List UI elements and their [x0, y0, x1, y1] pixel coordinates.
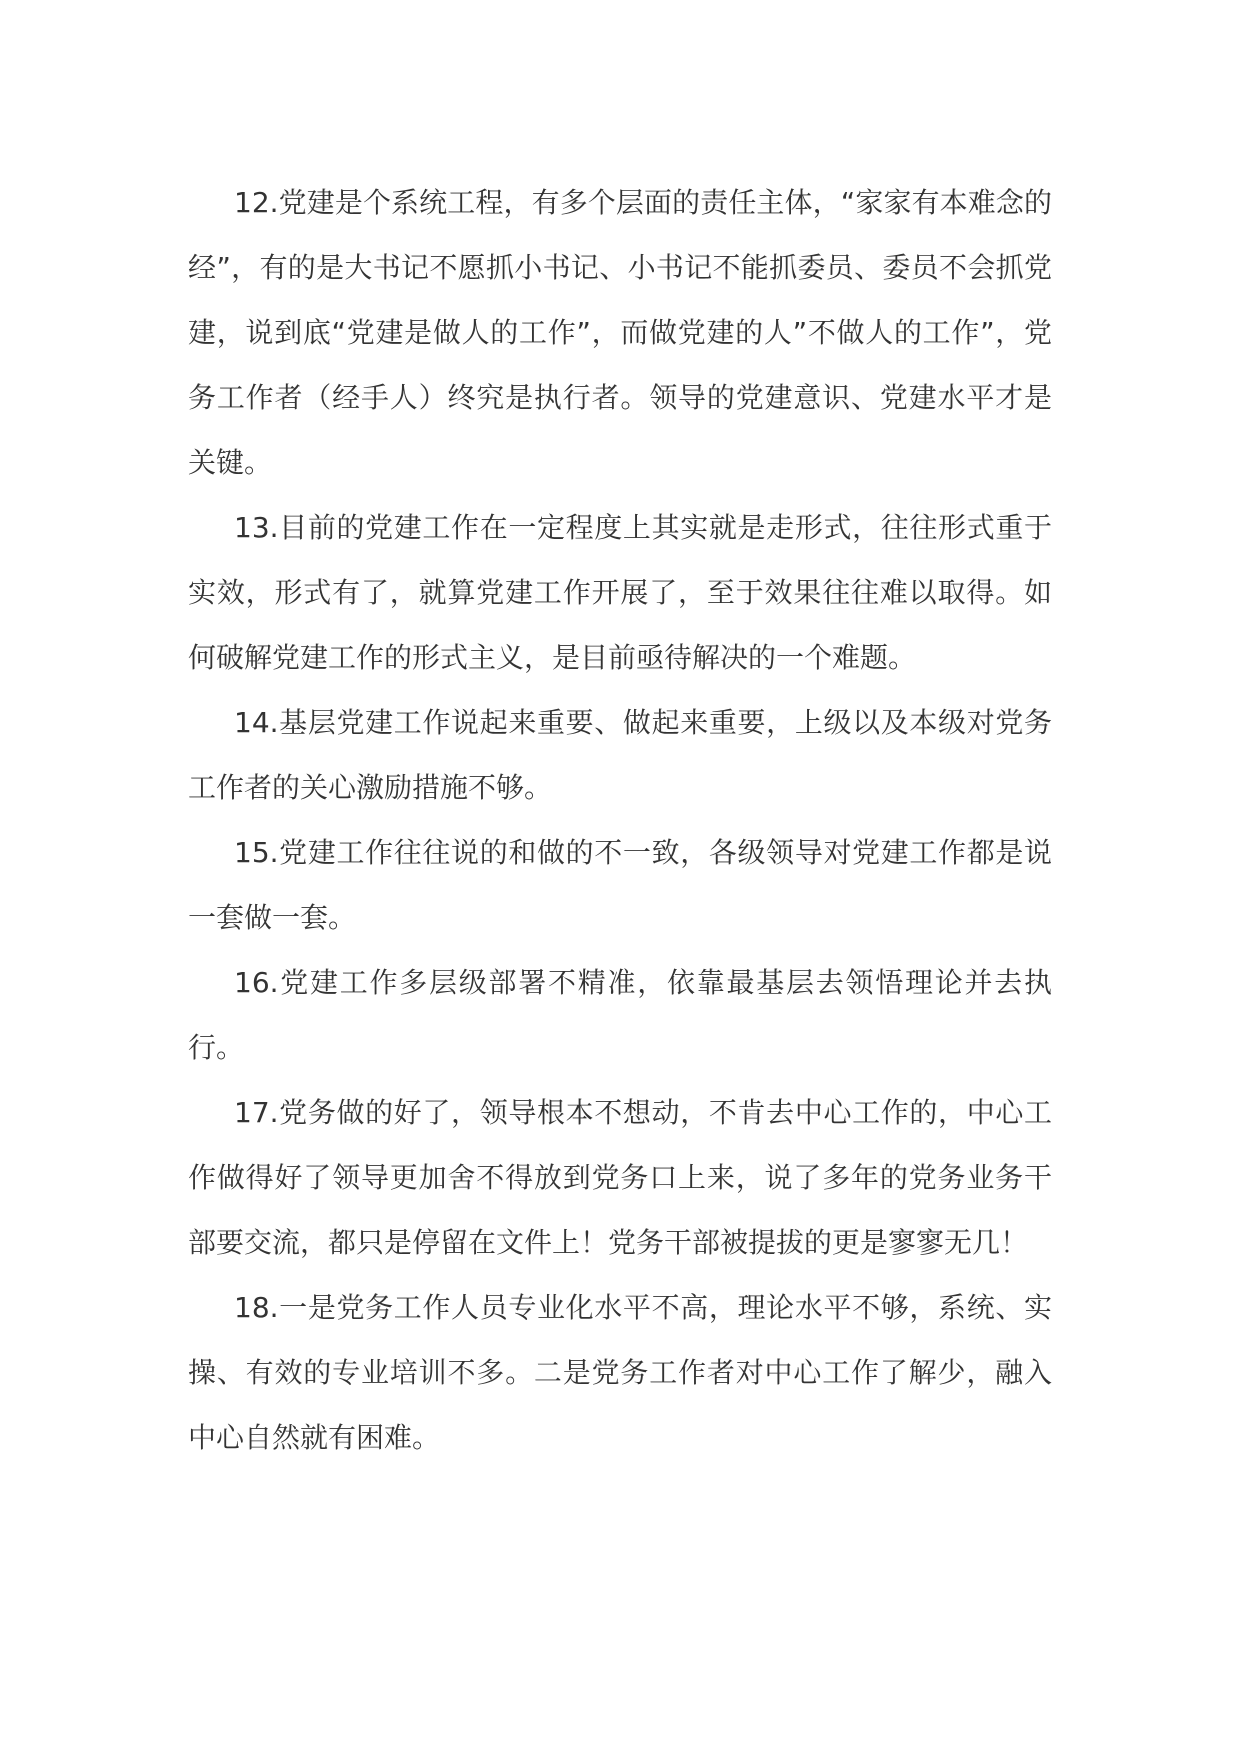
paragraph-18: 18.一是党务工作人员专业化水平不高，理论水平不够，系统、实操、有效的专业培训不多。二是党务工作者对中心工作了解少，融入中心自然就有困难。: [188, 1291, 1052, 1454]
paragraph-14: 14.基层党建工作说起来重要、做起来重要，上级以及本级对党务工作者的关心激励措施不够。: [188, 706, 1052, 804]
paragraph-17: 17.党务做的好了，领导根本不想动，不肯去中心工作的，中心工作做得好了领导更加舍不得放到党务口上来，说了多年的党务业务干部要交流，都只是停留在文件上！党务干部被提拔的更是寥寥无几！: [188, 1096, 1052, 1259]
document-body: [188, 170, 1052, 1470]
paragraph-16: 16.党建工作多层级部署不精准，依靠最基层去领悟理论并去执行。: [188, 966, 1052, 1064]
paragraph-12: 12.党建是个系统工程，有多个层面的责任主体，“家家有本难念的经”，有的是大书记不愿抓小书记、小书记不能抓委员、委员不会抓党建，说到底“党建是做人的工作”，而做党建的人”不做人的工作”，党务工作者（经手人）终究是执行者。领导的党建意识、党建水平才是关键。: [188, 186, 1052, 479]
paragraph-15: 15.党建工作往往说的和做的不一致，各级领导对党建工作都是说一套做一套。: [188, 836, 1052, 934]
paragraph-13: 13.目前的党建工作在一定程度上其实就是走形式，往往形式重于实效，形式有了，就算党建工作开展了，至于效果往往难以取得。如何破解党建工作的形式主义，是目前亟待解决的一个难题。: [188, 511, 1052, 674]
